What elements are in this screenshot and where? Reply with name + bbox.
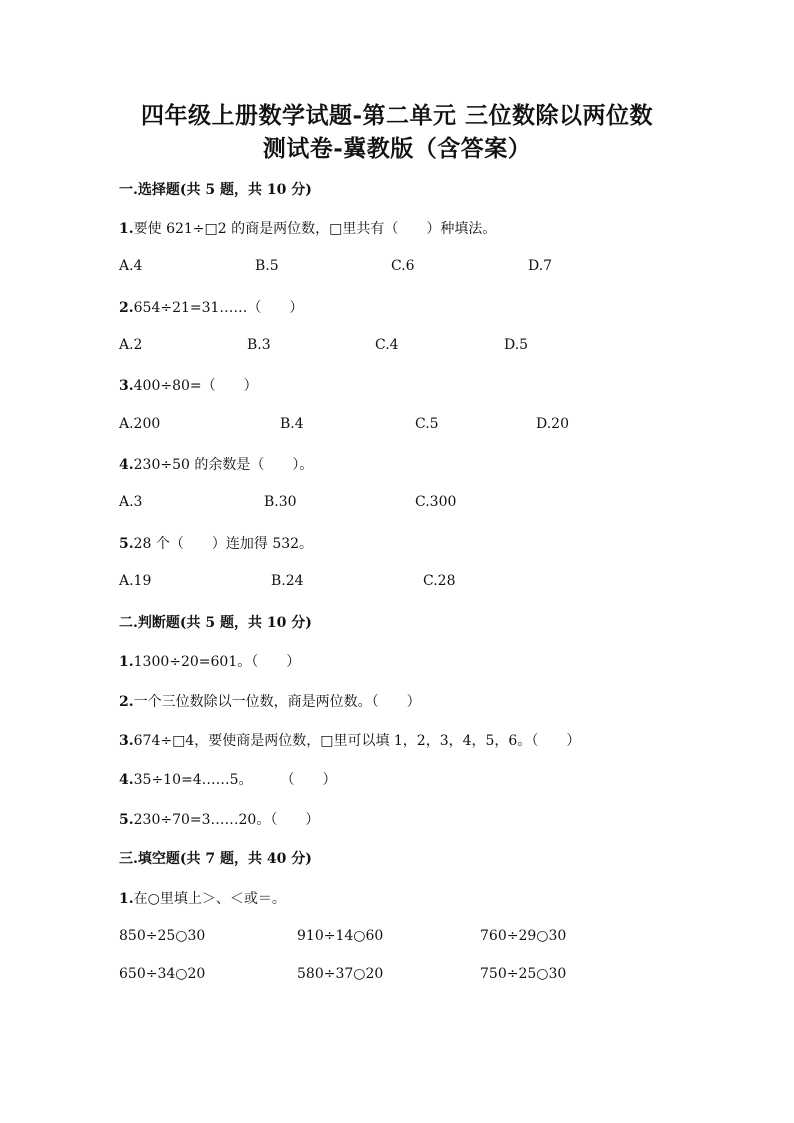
option-c: C.6 bbox=[391, 258, 415, 274]
question-text: 35÷10=4……5。 （ ） bbox=[133, 772, 337, 788]
question-2-5 bbox=[119, 809, 319, 829]
question-number: 3. bbox=[119, 378, 134, 394]
question-number: 2. bbox=[119, 300, 134, 316]
option-c: C.28 bbox=[423, 573, 456, 589]
question-number: 4. bbox=[119, 457, 134, 473]
question-2-4 bbox=[119, 769, 337, 789]
option-c: C.4 bbox=[375, 337, 399, 353]
option-b: B.24 bbox=[271, 573, 304, 589]
compare-item: 760÷29○30 bbox=[480, 928, 567, 944]
question-text: 一个三位数除以一位数，商是两位数。（ ） bbox=[133, 694, 421, 710]
compare-item: 910÷14○60 bbox=[297, 928, 384, 944]
option-b: B.5 bbox=[255, 258, 279, 274]
question-number: 1. bbox=[119, 891, 134, 907]
question-number: 4. bbox=[119, 772, 134, 788]
question-text: 654÷21=31……（ ） bbox=[133, 300, 304, 316]
question-text: 230÷70=3……20。（ ） bbox=[133, 812, 320, 828]
compare-item: 580÷37○20 bbox=[297, 966, 384, 982]
question-text: 400÷80=（ ） bbox=[133, 378, 258, 394]
title-line-1: 四年级上册数学试题-第二单元 三位数除以两位数 bbox=[140, 102, 654, 129]
option-b: B.30 bbox=[264, 494, 297, 510]
question-2-3 bbox=[119, 730, 580, 750]
compare-item: 750÷25○30 bbox=[480, 966, 567, 982]
option-d: D.7 bbox=[528, 258, 553, 274]
question-1-3 bbox=[119, 375, 258, 395]
question-2-1 bbox=[119, 651, 300, 671]
question-text: 28 个（ ）连加得 532。 bbox=[133, 536, 314, 552]
question-1-4 bbox=[119, 454, 313, 474]
question-text: 674÷□4，要使商是两位数，□里可以填 1，2，3，4，5，6。（ ） bbox=[133, 733, 581, 749]
question-number: 1. bbox=[119, 221, 134, 237]
question-number: 5. bbox=[119, 536, 134, 552]
option-a: A.19 bbox=[119, 573, 152, 589]
option-a: A.4 bbox=[119, 258, 143, 274]
option-c: C.300 bbox=[415, 494, 457, 510]
question-1-5 bbox=[119, 533, 313, 553]
question-number: 5. bbox=[119, 812, 134, 828]
option-d: D.20 bbox=[536, 416, 569, 432]
question-1-2 bbox=[119, 297, 303, 317]
question-text: 230÷50 的余数是（ ）。 bbox=[133, 457, 314, 473]
option-a: A.2 bbox=[119, 337, 143, 353]
compare-item: 650÷34○20 bbox=[119, 966, 206, 982]
question-text: 在○里填上＞、＜或＝。 bbox=[133, 891, 286, 907]
option-c: C.5 bbox=[415, 416, 439, 432]
question-text: 要使 621÷□2 的商是两位数，□里共有（ ）种填法。 bbox=[133, 221, 497, 237]
title-line-2: 测试卷-冀教版（含答案） bbox=[262, 135, 532, 162]
option-d: D.5 bbox=[504, 337, 529, 353]
section-heading-fill: 三.填空题(共 7 题，共 40 分) bbox=[119, 851, 312, 867]
option-a: A.3 bbox=[119, 494, 143, 510]
question-text: 1300÷20=601。（ ） bbox=[133, 654, 301, 670]
section-heading-judge: 二.判断题(共 5 题，共 10 分) bbox=[119, 615, 312, 631]
question-3-1 bbox=[119, 888, 286, 908]
question-2-2 bbox=[119, 691, 421, 711]
option-b: B.4 bbox=[280, 416, 304, 432]
option-a: A.200 bbox=[119, 416, 161, 432]
option-b: B.3 bbox=[247, 337, 271, 353]
question-number: 1. bbox=[119, 654, 134, 670]
question-number: 3. bbox=[119, 733, 134, 749]
section-heading-choice: 一.选择题(共 5 题，共 10 分) bbox=[119, 182, 312, 198]
question-1-1 bbox=[119, 218, 496, 238]
compare-item: 850÷25○30 bbox=[119, 928, 206, 944]
question-number: 2. bbox=[119, 694, 134, 710]
